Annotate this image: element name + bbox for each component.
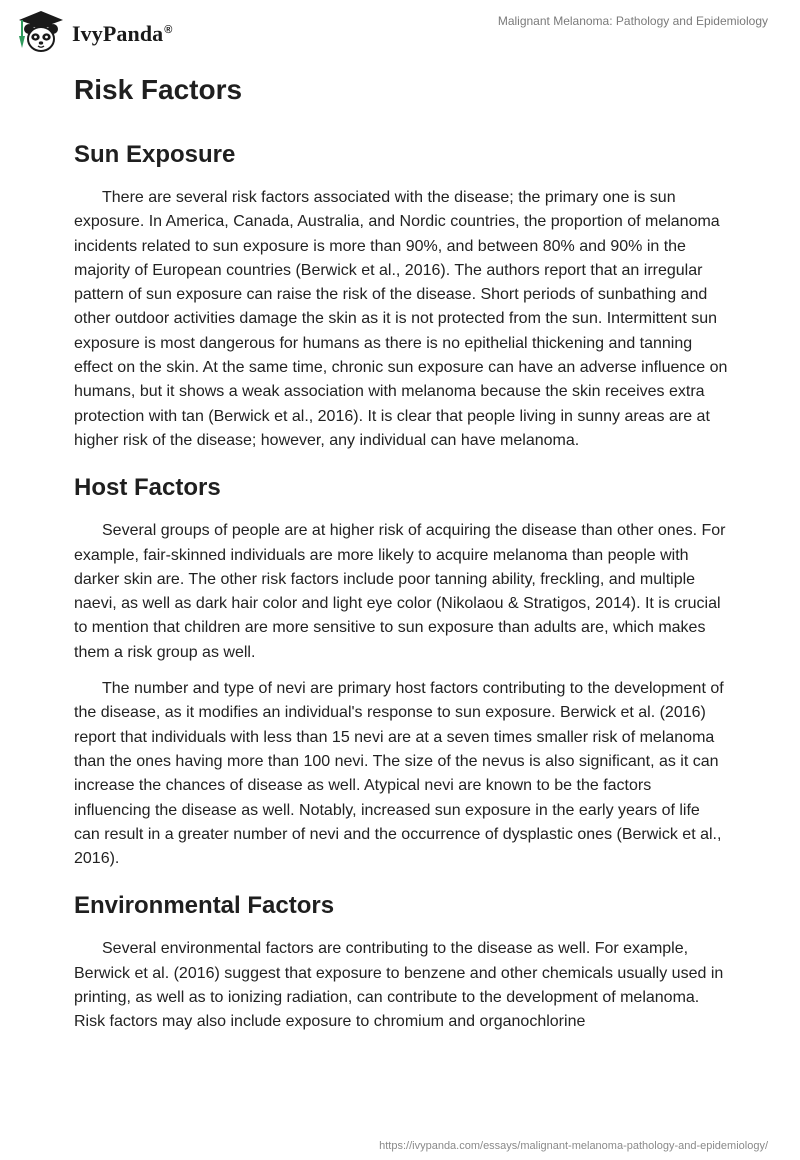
paragraph: There are several risk factors associated with the disease; the primary one is sun exposure. In America, Canada, Australia, and Nordic countries, the proportion of melanoma incidents related to sun exposure is more than 90%, and between 80% and 90% in the majority of European countries (Berwick et al., 2016). The authors report that an irregular pattern of sun exposure can raise the risk of the disease. Short periods of sunbathing and other outdoor activities damage the skin as it is not protected from the sun. Intermittent sun exposure is most dangerous for humans as there is no epithelial thickening and tanning effect on the skin. At the same time, chronic sun exposure can have an adverse influence on humans, but it shows a weak association with melanoma because the skin receives extra protection with tan (Berwick et al., 2016). It is clear that people living in sunny areas are at higher risk of the disease; however, any individual can have melanoma.: [74, 189, 728, 449]
section-heading: Environmental Factors: [74, 892, 335, 920]
paragraph: Several groups of people are at higher risk of acquiring the disease than other ones. For example, fair-skinned individuals are more likely to acquire melanoma than people with darker skin are. The other risk factors include poor tanning ability, freckling, and multiple naevi, as well as dark hair color and light eye color (Nikolaou & Stratigos, 2014). It is crucial to mention that children are more sensitive to sun exposure than adults are, which makes them a risk group as well.: [74, 522, 726, 661]
document-body: [74, 70, 728, 1047]
section-heading: Host Factors: [74, 474, 221, 502]
registered-mark: ®: [164, 23, 173, 36]
paragraph: The number and type of nevi are primary host factors contributing to the development of the disease, as it modifies an individual's response to sun exposure. Berwick et al. (2016) report that individuals with less than 15 nevi are at a seven times smaller risk of melanoma than the ones having more than 100 nevi. The size of the nevus is also significant, as it can increase the chances of disease as well. Atypical nevi are known to be the factors influencing the disease as well. Notably, increased sun exposure in the early years of life can result in a greater number of nevi and the occurrence of dysplastic ones (Berwick et al., 2016).: [74, 680, 724, 868]
source-url[interactable]: https://ivypanda.com/essays/malignant-melanoma-pathology-and-epidemiology/: [379, 1140, 768, 1152]
ivypanda-logo[interactable]: [16, 8, 173, 56]
section-environmental-factors: [74, 889, 728, 1034]
panda-graduate-icon: [16, 8, 66, 56]
running-title: Malignant Melanoma: Pathology and Epidemiology: [497, 14, 768, 28]
logo-wordmark: IvyPanda®: [72, 21, 173, 46]
paragraph: Several environmental factors are contributing to the disease as well. For example, Berwick et al. (2016) suggest that exposure to benzene and other chemicals usually used in printing, as well as to ionizing radiation, can contribute to the development of melanoma. Risk factors may also include exposure to chromium and organochlorine: [74, 940, 724, 1031]
section-heading: Sun Exposure: [74, 141, 236, 168]
section-sun-exposure: [74, 138, 728, 453]
section-host-factors: [74, 471, 728, 871]
page-title: Risk Factors: [74, 74, 243, 105]
page-header: [0, 0, 800, 66]
